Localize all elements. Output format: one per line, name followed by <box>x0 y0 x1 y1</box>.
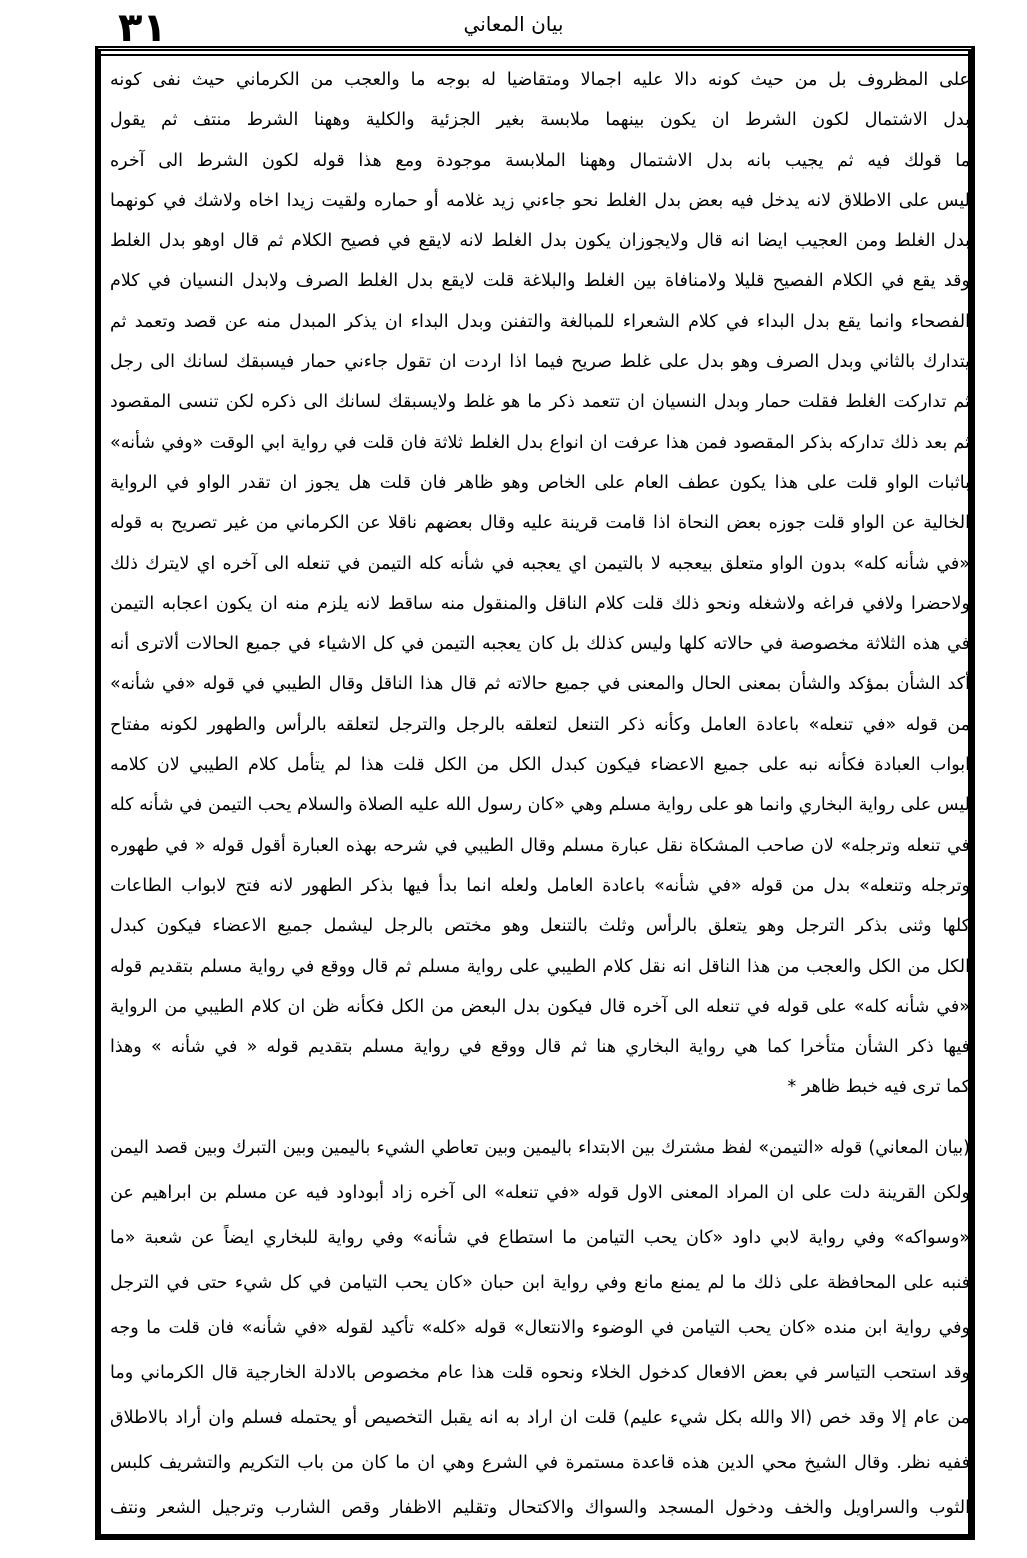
text-line: «في شأنه كله» بدون الواو متعلق بيعجبه لا بالتيمن اي يعجبه في شأنه كله التيمن في تنعله الى آخره اي لايترك ذلك <box>110 553 970 574</box>
running-title: بيان المعاني <box>463 12 564 36</box>
text-line: فيها ذكر الشأن متأخرا كما هي رواية البخاري هنا ثم قال ووقع في رواية مسلم بتقديم قوله « في شأنه » وهذا <box>110 1037 970 1058</box>
text-line: ففيه نظر. وقال الشيخ محي الدين هذه قاعدة مستمرة في الشرع وهي ان ما كان من باب التكريم والتشريف كلبس <box>110 1453 970 1473</box>
text-line: أكد الشأن بمؤكد والشأن بمعنى الحال والمعنى في جميع حالاته ثم قال هذا الناقل وقال الطيبي في قوله «في شأنه» <box>110 674 970 695</box>
text-line: ولاحضرا ولافي فراغه ولاشغله ونحو ذلك قلت كلام الناقل والمنقول منه ساقط لانه يلزم منه ان يكون اعجابه التيمن <box>110 593 970 614</box>
text-line: وقد استحب التياسر في بعض الافعال كدخول الخلاء ونحوه قلت هذا عام مخصوص بالادلة الخارجية قال الكرماني وما <box>110 1363 970 1383</box>
text-line: الثوب والسراويل والخف ودخول المسجد والسواك والاكتحال وتقليم الاظفار وقص الشارب وترجيل الشعر ونتف <box>110 1498 970 1518</box>
text-line: ما قولك فيه ثم يجيب بانه بدل الاشتمال وههنا الملابسة موجودة ومع هذا قوله لكون الشرط الى آخره <box>110 150 970 171</box>
text-line: «في شأنه كله» على قوله في تنعله الى آخره قال فيكون بدل البعض من الكل فكأنه ظن ان كلام الطيبي من الرواية <box>110 996 970 1017</box>
text-line: كلها وثنى بذكر الترجل وهو يتعلق بالرأس وثلث بالتنعل وهو مختص بالرجل ليشمل جميع الاعضاء فيكون كبدل <box>110 916 970 937</box>
text-line: وترجله وتنعله» بدل من قوله «في شأنه» باعادة العامل ولعله انما بدأ فيها بذكر الطهور لانه فتح لابواب الطاعات <box>110 875 970 896</box>
text-line: بدل الغلط ومن العجيب ايضا انه قال ولايجوزان يكون بدل الغلط لانه لايقع في فصيح الكلام ثم قال اوهو بدل الغلط <box>110 231 970 252</box>
text-line: على المظروف بل من حيث كونه دالا عليه اجمالا ومتقاضيا له بوجه ما والعجب من الكرماني حيث نفى كونه <box>110 70 970 90</box>
text-line: في تنعله وترجله» لان صاحب المشكاة نقل عبارة مسلم وقال الطيبي في شرحه بهذه العبارة أقول قوله « في طهوره <box>110 835 970 856</box>
text-line: في هذه الثلاثة مخصوصة في حالاته كلها وليس كذلك بل كان يعجبه التيمن في كل الاشياء في جميع الحالات ألاترى أنه <box>110 634 970 655</box>
text-line: الكل من الكل والعجب من هذا الناقل انه نقل كلام الطيبي على رواية مسلم ثم قال ووقع في رواية مسلم بتقديم قوله <box>110 956 970 977</box>
text-line: يتدارك بالثاني وبدل الصرف وهو بدل على غلط صريح فيما اذا اردت ان تقول جاءني حمار فيسبقك لسانك الى رجل <box>110 352 970 373</box>
bayan-al-maani-section-text <box>110 1126 970 1531</box>
text-line: «وسواكه» وفي رواية لابي داود «كان يحب التيامن ما استطاع في شأنه» وفي رواية للبخاري ايضاً عن شعبة «ما <box>110 1228 970 1248</box>
text-line: فنبه على المحافظة على ذلك ما لم يمنع مانع وفي رواية ابن حبان «كان يحب التيامن في كل شيء حتى في الترجل <box>110 1273 970 1293</box>
text-line: ليس على رواية البخاري وانما هو على رواية مسلم وهي «كان رسول الله عليه الصلاة والسلام يحب التيمن في شأنه كله <box>110 795 970 816</box>
main-commentary-text <box>110 60 970 1108</box>
text-line: ليس على الاطلاق لانه يدخل فيه بعض بدل الغلط نحو جاءني زيد غلامه أو حماره ولقيت زيدا اخاه ولاشك في كونهما <box>110 190 970 211</box>
text-line: (بيان المعاني) قوله «التيمن» لفظ مشترك بين الابتداء باليمين وبين تعاطي الشيء باليمين وبين التبرك وبين قصد اليمن <box>110 1138 970 1158</box>
text-line: باثبات الواو قلت على هذا يكون عطف العام على الخاص وهو ظاهر فان قلت هل يجوز ان تقدر الواو في الرواية <box>110 472 970 493</box>
text-line: ثم بعد ذلك تداركه بذكر المقصود فمن هذا عرفت ان انواع بدل الغلط ثلاثة فان قلت في رواية ابي الوقت «وفي شأنه» <box>110 432 970 453</box>
text-line: كما ترى فيه خبط ظاهر * <box>787 1077 970 1098</box>
text-line: وفي رواية ابن منده «كان يحب التيامن في الوضوء والانتعال» قوله «كله» تأكيد لقوله «في شأنه» فان قلت ما وجه <box>110 1318 970 1338</box>
text-line: ثم تداركت الغلط فقلت حمار وبدل النسيان ان تتعمد ذكر ما هو غلط ولايسبقك لسانك الى ذكره لكن تنسى المقصود <box>110 392 970 413</box>
text-line: وقد يقع في الكلام الفصيح قليلا ولامنافاة بين الغلط والبلاغة قلت لايقع بدل الغلط الصرف ولابدل النسيان في كلام <box>110 271 970 292</box>
text-line: ابواب العبادة فكأنه نبه على جميع الاعضاء فيكون كبدل الكل من الكل قلت هذا لم يتأمل كلام الطيبي لان كلامه <box>110 755 970 776</box>
page-number: ٣١ <box>118 5 167 51</box>
text-line: من قوله «في تنعله» باعادة العامل وكأنه ذكر التنعل لتعلقه بالرجل والترجل لتعلقه بالرأس والطهور لكونه مفتاح <box>110 714 970 735</box>
text-line: من عام إلا وقد خص (الا والله بكل شيء عليم) قلت ان اراد به انه يقبل التخصيص أو يحتمله فسلم وان أراد بالاطلاق <box>110 1408 970 1428</box>
text-line: بدل الاشتمال لكون الشرط ان يكون بينهما ملابسة بغير الجزئية والكلية وههنا الشرط منتف ثم يقول <box>110 110 970 131</box>
text-line: ولكن القرينة دلت على ان المراد المعنى الاول قوله «في تنعله» الى آخره زاد أبوداود فيه عن مسلم بن ابراهيم عن <box>110 1183 970 1203</box>
text-line: الفصحاء وانما يقع بدل البداء في كلام الشعراء للمبالغة والتفنن وبدل البداء ان يذكر المبدل منه عن قصد وتعمد ثم <box>110 311 970 332</box>
text-line: الخالية عن الواو قلت جوزه بعض النحاة اذا قامت قرينة عليه وقال بعضهم ناقلا عن الكرماني من غير تصريح به قوله <box>110 513 970 534</box>
